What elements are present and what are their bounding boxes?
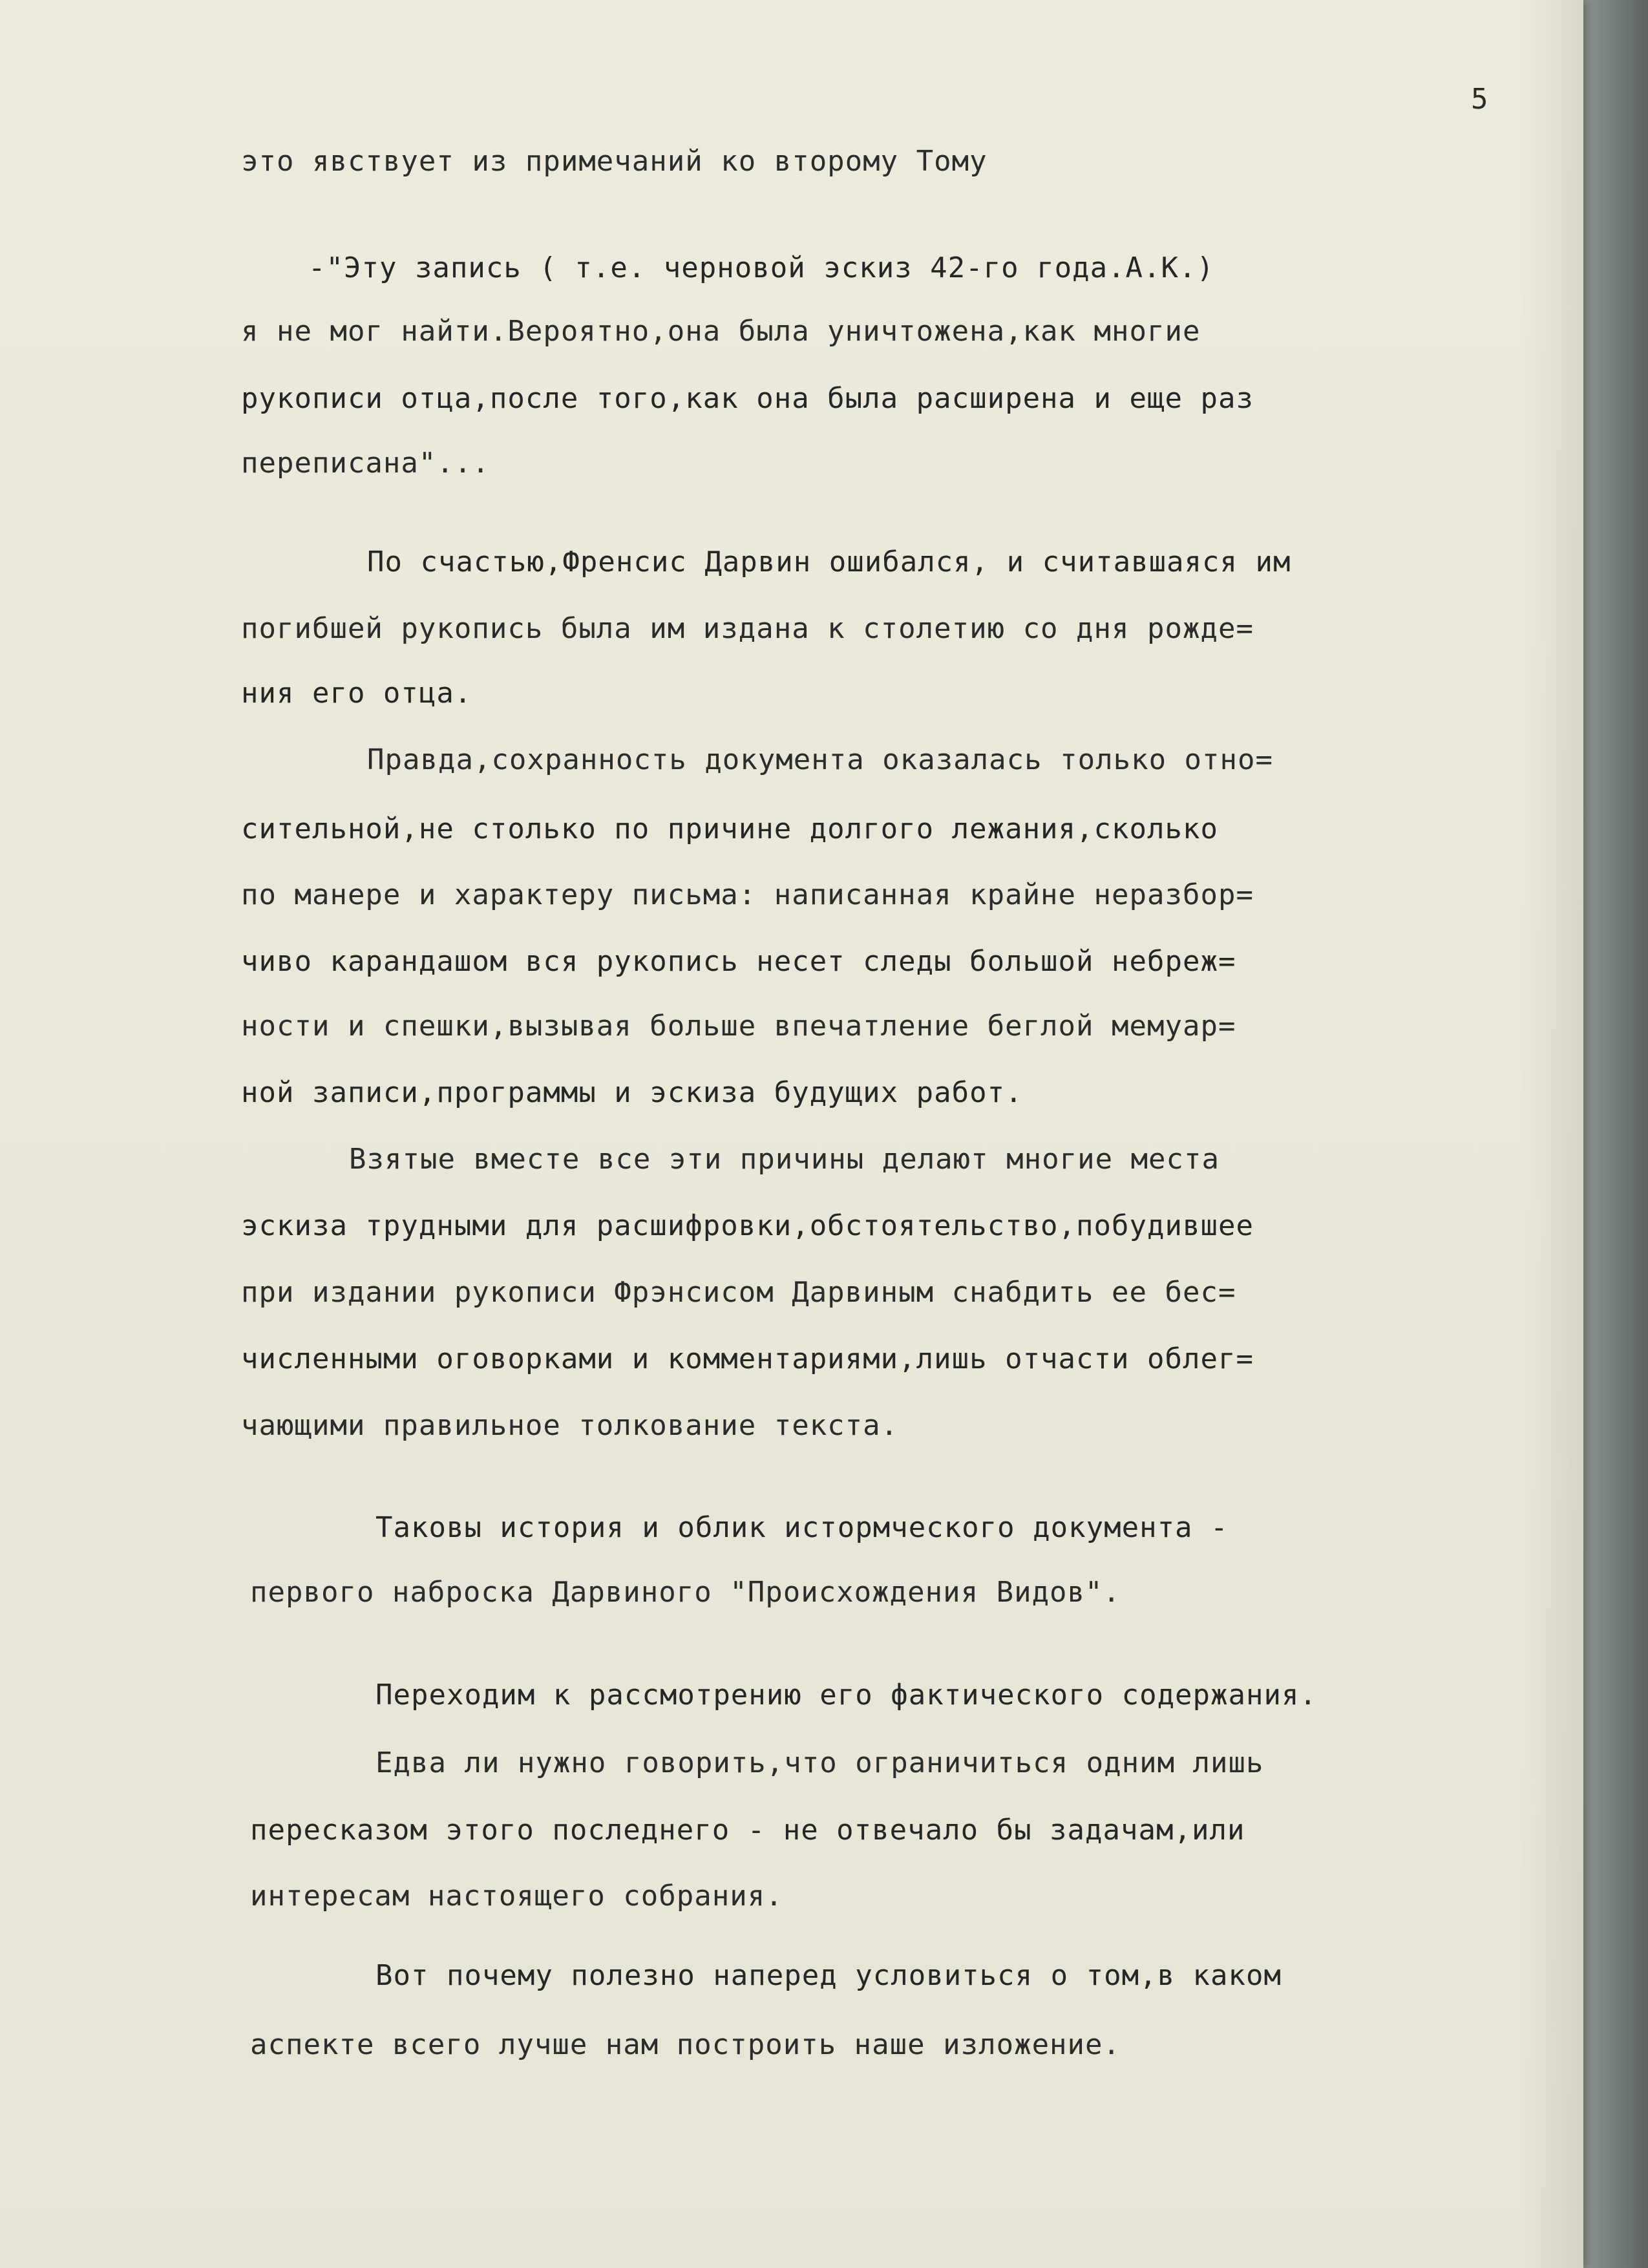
text-line: Вот почему полезно наперед условиться о том,в каком	[375, 1959, 1282, 1992]
text-line: при издании рукописи Фрэнсисом Дарвиным снабдить ее бес=	[241, 1276, 1236, 1309]
text-line: это явствует из примечаний ко второму Тому	[241, 145, 988, 178]
text-line: погибшей рукопись была им издана к столетию со дня рожде=	[241, 612, 1254, 645]
text-line: Правда,сохранность документа оказалась только отно=	[367, 743, 1274, 776]
text-line: ния его отца.	[241, 677, 472, 710]
text-line: Едва ли нужно говорить,что ограничиться одним лишь	[375, 1746, 1264, 1779]
text-line: аспекте всего лучше нам построить наше изложение.	[250, 2028, 1121, 2061]
text-line: интересам настоящего собрания.	[250, 1880, 783, 1913]
text-line: Таковы история и облик истормческого документа -	[375, 1511, 1229, 1544]
text-line: рукописи отца,после того,как она была расширена и еще раз	[241, 382, 1254, 415]
text-line: переписана"...	[241, 447, 490, 480]
text-line: первого наброска Дарвиного "Происхождения Видов".	[250, 1576, 1121, 1609]
text-line: Переходим к рассмотрению его фактического содержания.	[375, 1679, 1317, 1712]
text-line: -"Эту запись ( т.е. черновой эскиз 42-го года.А.К.)	[308, 251, 1215, 284]
text-line: чиво карандашом вся рукопись несет следы большой небреж=	[241, 945, 1236, 978]
text-line: сительной,не столько по причине долгого лежания,сколько	[241, 812, 1218, 845]
text-line: ности и спешки,вызывая больше впечатление беглой мемуар=	[241, 1010, 1236, 1043]
text-line: эскиза трудными для расшифровки,обстоятельство,побудившее	[241, 1209, 1254, 1242]
text-line: численными оговорками и комментариями,лишь отчасти облег=	[241, 1342, 1254, 1375]
page-number: 5	[1471, 83, 1488, 116]
text-line: ной записи,программы и эскиза будущих работ.	[241, 1076, 1023, 1109]
text-line: я не мог найти.Вероятно,она была уничтожена,как многие	[241, 315, 1201, 348]
text-line: чающими правильное толкование текста.	[241, 1409, 899, 1442]
text-line: пересказом этого последнего - не отвечало бы задачам,или	[250, 1814, 1245, 1847]
scan-background-edge	[1583, 0, 1648, 2268]
text-line: По счастью,Френсис Дарвин ошибался, и считавшаяся им	[367, 546, 1291, 578]
text-line: по манере и характеру письма: написанная крайне неразбор=	[241, 878, 1254, 911]
text-line: Взятые вместе все эти причины делают многие места	[349, 1143, 1220, 1176]
